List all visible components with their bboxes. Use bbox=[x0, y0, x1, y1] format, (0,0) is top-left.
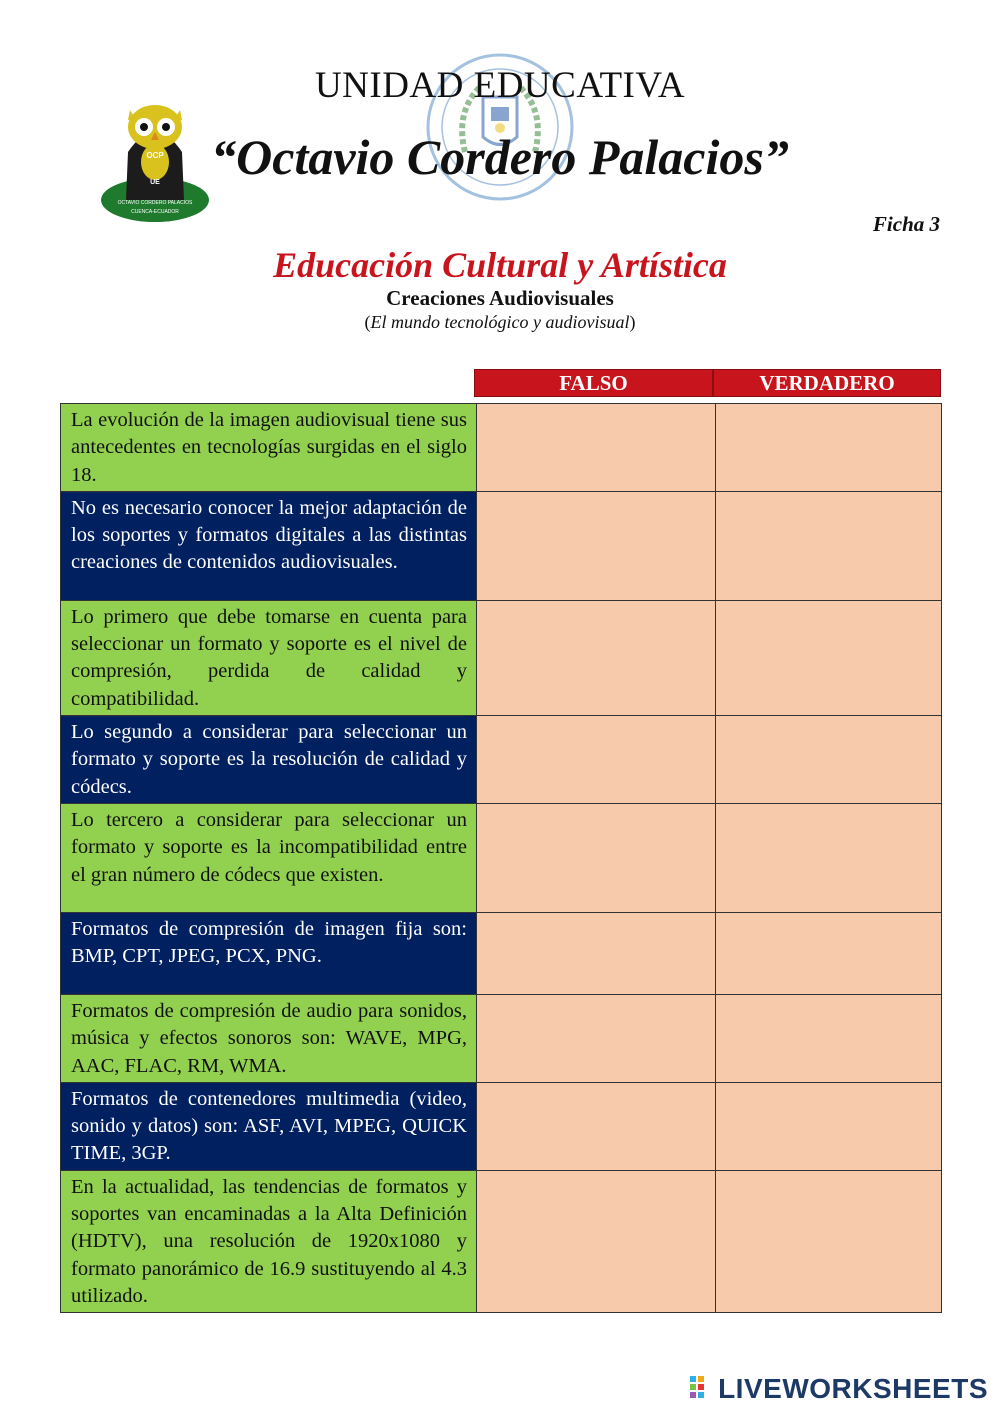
subtopic bbox=[0, 312, 1000, 333]
statement-cell: Lo segundo a considerar para seleccionar un formato y soporte es la resolución de calidad y códecs. bbox=[61, 716, 477, 804]
statement-cell: Lo primero que debe tomarse en cuenta para seleccionar un formato y soporte es el nivel de compresión, perdida de calidad y compatibilidad. bbox=[61, 600, 477, 715]
answer-false-cell[interactable] bbox=[477, 716, 716, 804]
statement-cell: Formatos de contenedores multimedia (video, sonido y datos) son: ASF, AVI, MPEG, QUICK TIME, 3GP. bbox=[61, 1082, 477, 1170]
answer-true-cell[interactable] bbox=[716, 600, 942, 715]
table-row bbox=[61, 912, 942, 994]
liveworksheets-icon bbox=[690, 1376, 712, 1402]
column-header-true: VERDADERO bbox=[713, 369, 941, 397]
answer-false-cell[interactable] bbox=[477, 803, 716, 912]
answer-true-cell[interactable] bbox=[716, 404, 942, 492]
logo-text-city: CUENCA-ECUADOR bbox=[131, 209, 179, 215]
statement-cell: Formatos de compresión de imagen fija son: BMP, CPT, JPEG, PCX, PNG. bbox=[61, 912, 477, 994]
answer-false-cell[interactable] bbox=[477, 1170, 716, 1312]
table-row bbox=[61, 1170, 942, 1312]
statement-cell: Formatos de compresión de audio para sonidos, música y efectos sonoros son: WAVE, MPG, AAC, FLAC, RM, WMA. bbox=[61, 994, 477, 1082]
answer-true-cell[interactable] bbox=[716, 1082, 942, 1170]
subtopic-close: ) bbox=[629, 312, 636, 332]
answer-true-cell[interactable] bbox=[716, 803, 942, 912]
subtopic-text: El mundo tecnológico y audiovisual bbox=[370, 312, 630, 332]
logo-text-name: OCTAVIO CORDERO PALACIOS bbox=[117, 200, 193, 206]
answer-false-cell[interactable] bbox=[477, 1082, 716, 1170]
column-header-false: FALSO bbox=[474, 369, 713, 397]
statement-cell: En la actualidad, las tendencias de formatos y soportes van encaminadas a la Alta Definición (HDTV), una resolución de 1920x1080 y formato panorámico de 16.9 sustituyendo al 4.3 utilizado. bbox=[61, 1170, 477, 1312]
answer-true-cell[interactable] bbox=[716, 994, 942, 1082]
brand-text: LIVEWORKSHEETS bbox=[718, 1373, 988, 1404]
answer-true-cell[interactable] bbox=[716, 491, 942, 600]
statement-cell: La evolución de la imagen audiovisual tiene sus antecedentes en tecnologías surgidas en el siglo 18. bbox=[61, 404, 477, 492]
answer-true-cell[interactable] bbox=[716, 912, 942, 994]
logo-text-ocp: OCP bbox=[146, 151, 164, 160]
answer-false-cell[interactable] bbox=[477, 491, 716, 600]
answer-false-cell[interactable] bbox=[477, 404, 716, 492]
table-row bbox=[61, 803, 942, 912]
sheet-number: Ficha 3 bbox=[872, 212, 940, 236]
answer-true-cell[interactable] bbox=[716, 716, 942, 804]
answer-false-cell[interactable] bbox=[477, 994, 716, 1082]
true-false-table bbox=[60, 403, 942, 1313]
table-row bbox=[61, 600, 942, 715]
table-row bbox=[61, 404, 942, 492]
statement-cell: Lo tercero a considerar para seleccionar un formato y soporte es la incompatibilidad entre el gran número de códecs que existen. bbox=[61, 803, 477, 912]
answer-false-cell[interactable] bbox=[477, 600, 716, 715]
statement-cell: No es necesario conocer la mejor adaptación de los soportes y formatos digitales a las distintas creaciones de contenidos audiovisuales. bbox=[61, 491, 477, 600]
subject-title: Educación Cultural y Artística bbox=[273, 245, 727, 285]
school-name-line1: UNIDAD EDUCATIVA bbox=[314, 65, 686, 106]
table-row bbox=[61, 1082, 942, 1170]
liveworksheets-brand bbox=[690, 1373, 988, 1405]
answer-false-cell[interactable] bbox=[477, 912, 716, 994]
school-name-line2: “Octavio Cordero Palacios” bbox=[211, 129, 789, 185]
table-row bbox=[61, 491, 942, 600]
topic-title: Creaciones Audiovisuales bbox=[386, 286, 614, 310]
table-row bbox=[61, 716, 942, 804]
logo-text-ue: UE bbox=[150, 179, 160, 186]
subtopic-open: ( bbox=[364, 312, 371, 332]
answer-true-cell[interactable] bbox=[716, 1170, 942, 1312]
table-row bbox=[61, 994, 942, 1082]
